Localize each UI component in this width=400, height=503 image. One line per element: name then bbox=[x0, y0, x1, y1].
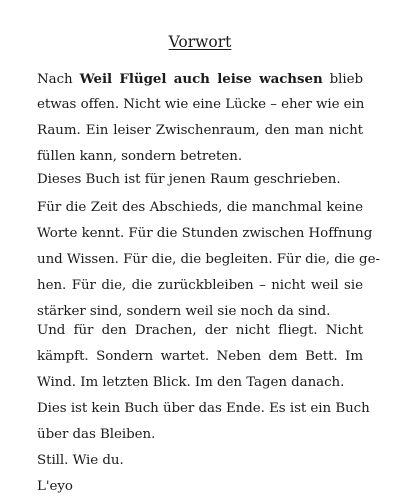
paragraph-line: Wind. Im letzten Blick. Im den Tagen danach. bbox=[37, 375, 345, 390]
paragraph-line: hen. Für die, die zurückbleiben – nicht weil sie bbox=[37, 278, 363, 293]
signature-text: L'eyo bbox=[37, 479, 73, 494]
paragraph-intro bbox=[37, 66, 363, 170]
paragraph-line: Worte kennt. Für die Stunden zwischen Hoffnung bbox=[37, 226, 373, 241]
paragraph-line: etwas offen. Nicht wie eine Lücke – eher wie ein bbox=[37, 97, 365, 112]
paragraph-line: Raum. Ein leiser Zwischenraum, den man nicht bbox=[37, 123, 363, 138]
intro-line1-rest: blieb bbox=[322, 72, 363, 87]
page-title: Vorwort bbox=[168, 33, 232, 51]
paragraph-line: Dieses Buch ist für jenen Raum geschrieben. bbox=[37, 172, 341, 187]
paragraph-line: Für die Zeit des Abschieds, die manchmal keine bbox=[37, 200, 363, 215]
paragraph-purpose bbox=[37, 167, 363, 193]
paragraph-dragon bbox=[37, 318, 363, 396]
paragraph-still bbox=[37, 448, 363, 474]
paragraph-line: füllen kann, sondern betreten. bbox=[37, 149, 243, 164]
paragraph-dedication bbox=[37, 195, 380, 325]
intro-lead-text: Nach bbox=[37, 72, 80, 87]
paragraph-line: und Wissen. Für die, die begleiten. Für die, die ge- bbox=[37, 252, 380, 267]
paragraph-line: kämpft. Sondern wartet. Neben dem Bett. Im bbox=[37, 349, 363, 364]
paragraph-line: stärker sind, sondern weil sie noch da sind. bbox=[37, 304, 331, 319]
paragraph-line bbox=[37, 66, 363, 92]
paragraph-line: Und für den Drachen, der nicht fliegt. Nicht bbox=[37, 323, 363, 338]
paragraph-line: über das Bleiben. bbox=[37, 427, 156, 442]
paragraph-line: Dies ist kein Buch über das Ende. Es ist ein Buch bbox=[37, 401, 370, 416]
paragraph-staying bbox=[37, 396, 370, 448]
paragraph-line: Still. Wie du. bbox=[37, 453, 124, 468]
book-title-bold: Weil Flügel auch leise wachsen bbox=[79, 71, 323, 87]
signature bbox=[37, 474, 363, 500]
